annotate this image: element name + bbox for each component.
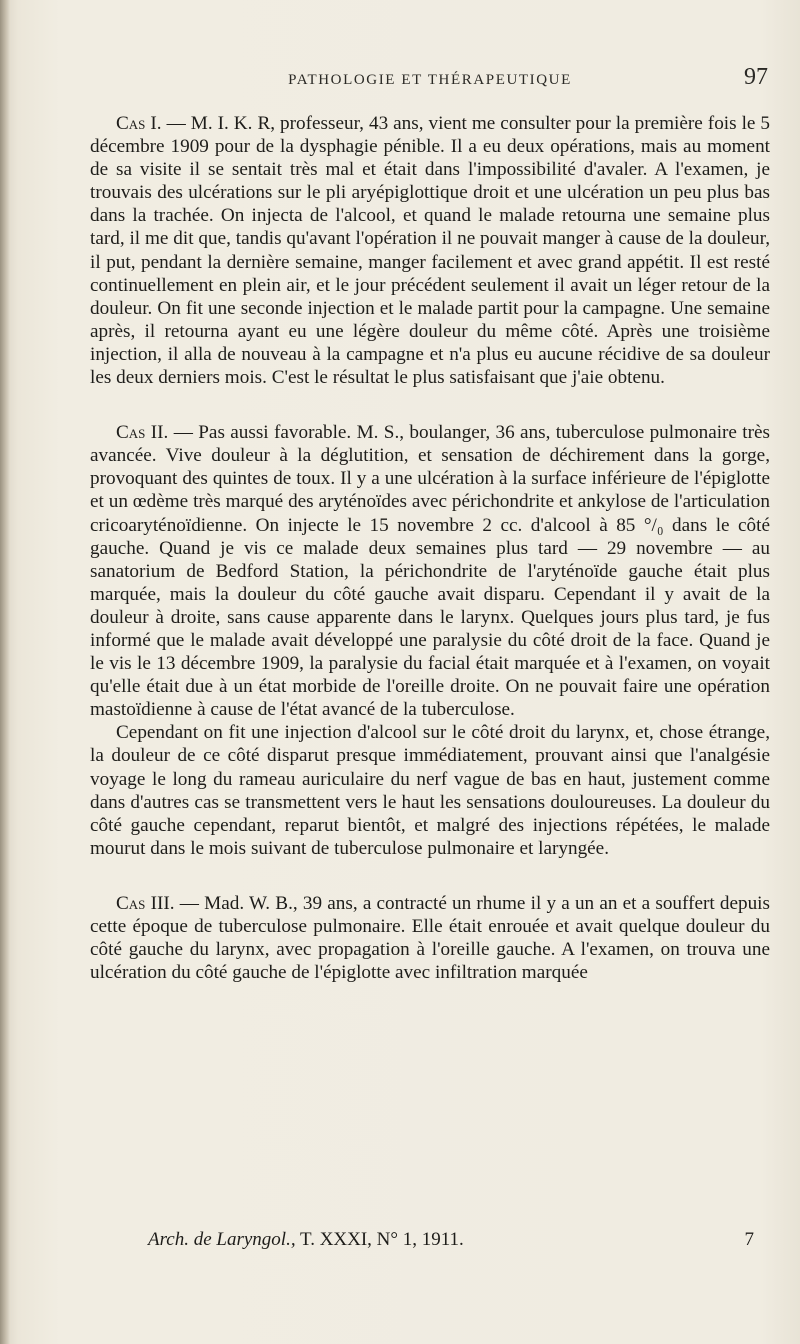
paragraph-case-2-continued	[90, 721, 770, 860]
paragraph-text: — Mad. W. B., 39 ans, a contracté un rhume il y a un an et a souffert depuis cette époque de tuberculose pulmonaire. Elle était enrouée et avait quelque douleur du côté gauche du larynx, avec propagation à l'oreille gauche. A l'examen, on trouva une ulcération du côté gauche de l'épiglotte avec infiltration marquée	[90, 892, 770, 984]
journal-citation	[148, 1229, 464, 1251]
journal-abbrev: Arch. de Laryngol.,	[148, 1229, 296, 1250]
signature-mark: 7	[744, 1229, 754, 1250]
page-footer	[92, 1229, 768, 1255]
page-header	[92, 64, 768, 94]
case-label: Cas I.	[116, 113, 162, 134]
paragraph-text: Cependant on fit une injection d'alcool sur le côté droit du larynx, et, chose étrange, la douleur de ce côté disparut presque immédiatement, prouvant ainsi que l'analgésie voyage le long du rameau auriculaire du nerf vague de bas en haut, justement comme dans d'autres cas se transmettent vers le haut les sensations douloureuses. La douleur du côté gauche cependant, reparut bientôt, et malgré des injections répétées, le malade mourut dans le mois suivant de tuberculose pulmonaire et laryngée.	[90, 722, 770, 859]
case-label: Cas III.	[116, 892, 175, 914]
paragraph-case-1	[90, 112, 770, 389]
paragraph-case-2	[90, 421, 770, 721]
journal-volume-issue: T. XXXI, N° 1, 1911.	[295, 1229, 464, 1250]
body-text	[90, 112, 770, 984]
running-title: PATHOLOGIE ET THÉRAPEUTIQUE	[288, 72, 572, 88]
paragraph-case-3	[90, 892, 770, 984]
page-number: 97	[744, 64, 768, 90]
page-spine-shadow	[0, 0, 10, 1344]
paragraph-text: — Pas aussi favorable. M. S., boulanger, 36 ans, tuberculose pulmonaire très avancée. Vive douleur à la déglutition, et sensation de déchirement dans la gorge, provoquant des quintes de toux. Il y a une ulcération à la surface inférieure de l'épiglotte et un œdème très marqué des aryténoïdes avec périchondrite et ankylose de l'articulation cricoaryténoïdienne. On injecte le 15 novembre 2 cc. d'alcool à 85 °/₀ dans le côté gauche. Quand je vis ce malade deux semaines plus tard — 29 novembre — au sanatorium de Bedford Station, la périchondrite de l'aryténoïde gauche était plus marquée, mais la douleur du côté gauche avait disparu. Cependant il y avait de la douleur à droite, sans cause apparente dans le larynx. Quelques jours plus tard, je fus informé que le malade avait développé une paralysie du côté droit de la face. Quand je le vis le 13 décembre 1909, la paralysie du facial était marquée et à l'examen, on voyait qu'elle était due à un état morbide de l'oreille droite. On ne pouvait faire une opération mastoïdienne à cause de l'état avancé de la tuberculose.	[90, 422, 771, 721]
paragraph-text: — M. I. K. R, professeur, 43 ans, vient me consulter pour la première fois le 5 décembre 1909 pour de la dysphagie pénible. Il a eu deux opérations, mais au moment de sa visite il se sentait très mal et était dans l'impossibilité d'avaler. A l'examen, je trouvais des ulcérations sur le pli aryépiglottique droit et une ulcération un peu plus bas dans la trachée. On injecta de l'alcool, et quand le malade retourna une semaine plus tard, il me dit que, tandis qu'avant l'opération il ne pouvait manger à cause de la douleur, il put, pendant la dernière semaine, manger facilement et avec grand appétit. Il est resté continuellement en plein air, et le jour précédent seulement il avait un léger retour de la douleur. On fit une seconde injection et le malade partit pour la campagne. Une semaine après, il retourna ayant eu une légère douleur du même côté. Après une troisième injection, il alla de nouveau à la campagne et n'a plus eu aucune récidive de sa douleur les deux derniers mois. C'est le résultat le plus satisfaisant que j'aie obtenu.	[90, 113, 771, 389]
case-label: Cas II.	[116, 422, 169, 444]
